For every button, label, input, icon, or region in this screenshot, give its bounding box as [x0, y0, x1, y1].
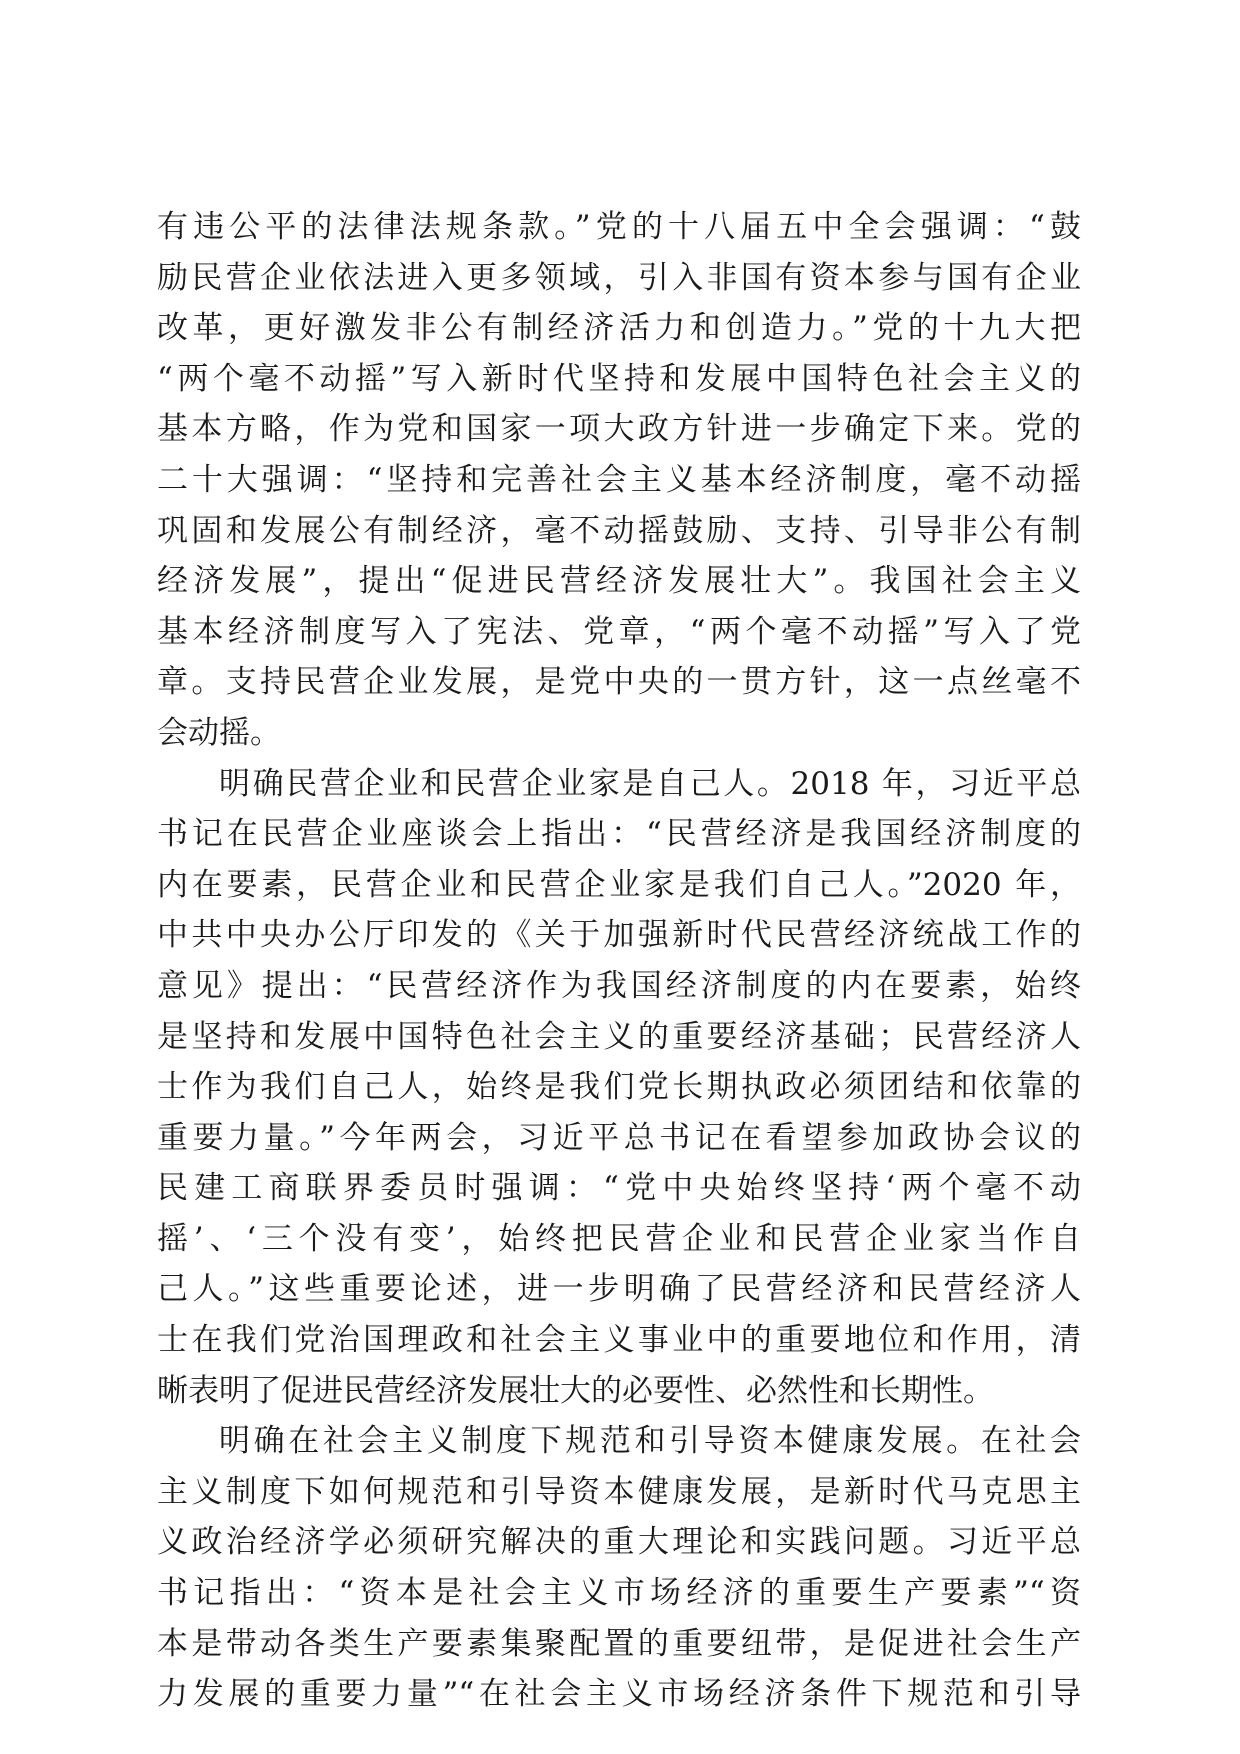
text-line: 摇’、‘三个没有变’，始终把民营企业和民营企业家当作自 — [157, 1220, 1081, 1257]
paragraph-3 — [157, 1416, 1081, 1720]
text-line: 二十大强调：“坚持和完善社会主义基本经济制度，毫不动摇 — [157, 461, 1081, 498]
text-line: 会动摇。 — [157, 714, 281, 751]
text-line: 重要力量。”今年两会，习近平总书记在看望参加政协会议的 — [157, 1119, 1081, 1156]
text-line: 明确在社会主义制度下规范和引导资本健康发展。在社会 — [219, 1423, 1081, 1460]
text-line: 意见》提出：“民营经济作为我国经济制度的内在要素，始终 — [157, 967, 1081, 1004]
text-line: 改革，更好激发非公有制经济活力和创造力。”党的十九大把 — [157, 310, 1081, 347]
text-line: 基本经济制度写入了宪法、党章，“两个毫不动摇”写入了党 — [157, 613, 1081, 650]
text-line: 民建工商联界委员时强调：“党中央始终坚持‘两个毫不动 — [157, 1170, 1081, 1207]
paragraph-2 — [157, 759, 1081, 1417]
body-text — [157, 202, 1081, 1720]
text-line: 基本方略，作为党和国家一项大政方针进一步确定下来。党的 — [157, 411, 1081, 448]
text-line: 士在我们党治国理政和社会主义事业中的重要地位和作用，清 — [157, 1322, 1081, 1359]
text-line: 章。支持民营企业发展，是党中央的一贯方针，这一点丝毫不 — [157, 664, 1081, 701]
text-line: 书记指出：“资本是社会主义市场经济的重要生产要素”“资 — [157, 1575, 1081, 1612]
text-line: 本是带动各类生产要素集聚配置的重要纽带，是促进社会生产 — [157, 1625, 1081, 1662]
text-line: 巩固和发展公有制经济，毫不动摇鼓励、支持、引导非公有制 — [157, 512, 1081, 549]
text-line: 内在要素，民营企业和民营企业家是我们自己人。”2020 年， — [157, 866, 1081, 903]
paragraph-1 — [157, 202, 1081, 759]
text-line: 明确民营企业和民营企业家是自己人。2018 年，习近平总 — [219, 765, 1081, 802]
text-line: 是坚持和发展中国特色社会主义的重要经济基础；民营经济人 — [157, 1018, 1081, 1055]
text-line: 中共中央办公厅印发的《关于加强新时代民营经济统战工作的 — [157, 917, 1081, 954]
text-line: 励民营企业依法进入更多领域，引入非国有资本参与国有企业 — [157, 259, 1081, 296]
text-line: 主义制度下如何规范和引导资本健康发展，是新时代马克思主 — [157, 1473, 1081, 1510]
text-line: “两个毫不动摇”写入新时代坚持和发展中国特色社会主义的 — [157, 360, 1081, 397]
text-line: 晰表明了促进民营经济发展壮大的必要性、必然性和长期性。 — [157, 1372, 994, 1409]
text-line: 经济发展”，提出“促进民营经济发展壮大”。我国社会主义 — [157, 563, 1081, 600]
text-line: 力发展的重要力量”“在社会主义市场经济条件下规范和引导 — [157, 1676, 1081, 1713]
text-line: 己人。”这些重要论述，进一步明确了民营经济和民营经济人 — [157, 1271, 1081, 1308]
text-line: 有违公平的法律法规条款。”党的十八届五中全会强调：“鼓 — [157, 209, 1081, 245]
text-line: 士作为我们自己人，始终是我们党长期执政必须团结和依靠的 — [157, 1069, 1081, 1106]
text-line: 书记在民营企业座谈会上指出：“民营经济是我国经济制度的 — [157, 816, 1081, 853]
text-line: 义政治经济学必须研究解决的重大理论和实践问题。习近平总 — [157, 1524, 1081, 1561]
